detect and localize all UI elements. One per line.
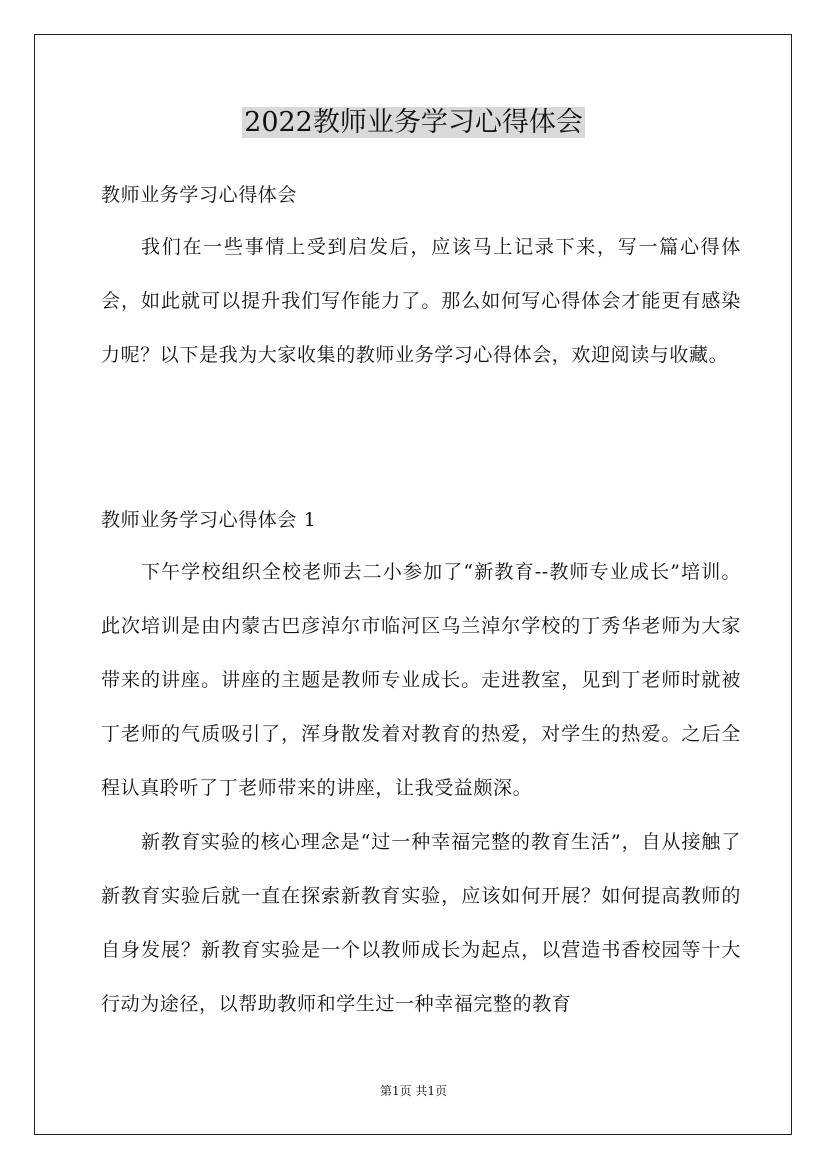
document-title bbox=[0, 99, 827, 147]
intro-paragraph: 我们在一些事情上受到启发后，应该马上记录下来，写一篇心得体会，如此就可以提升我们写作能力了。那么如何写心得体会才能更有感染力呢？以下是我为大家收集的教师业务学习心得体会，欢迎阅读与收藏。 bbox=[101, 236, 741, 366]
section-1-paragraph-2: 新教育实验的核心理念是“过一种幸福完整的教育生活”，自从接触了新教育实验后就一直在探索新教育实验，应该如何开展？如何提高教师的自身发展？新教育实验是一个以教师成长为起点，以营造书香校园等十大行动为途径，以帮助教师和学生过一种幸福完整的教育 bbox=[101, 831, 741, 1015]
section-1-paragraph-1: 下午学校组织全校老师去二小参加了“新教育--教师专业成长”培训。此次培训是由内蒙古巴彦淖尔市临河区乌兰淖尔学校的丁秀华老师为大家带来的讲座。讲座的主题是教师专业成长。走进教室，见到丁老师时就被丁老师的气质吸引了，浑身散发着对教育的热爱，对学生的热爱。之后全程认真聆听了丁老师带来的讲座，让我受益颇深。 bbox=[101, 561, 741, 799]
page-footer: 第1页 共1页 bbox=[379, 1084, 448, 1098]
section-heading-1: 教师业务学习心得体会 1 bbox=[101, 509, 317, 531]
document-subtitle: 教师业务学习心得体会 bbox=[101, 184, 298, 206]
document-title-text: 2022教师业务学习心得体会 bbox=[244, 107, 583, 138]
